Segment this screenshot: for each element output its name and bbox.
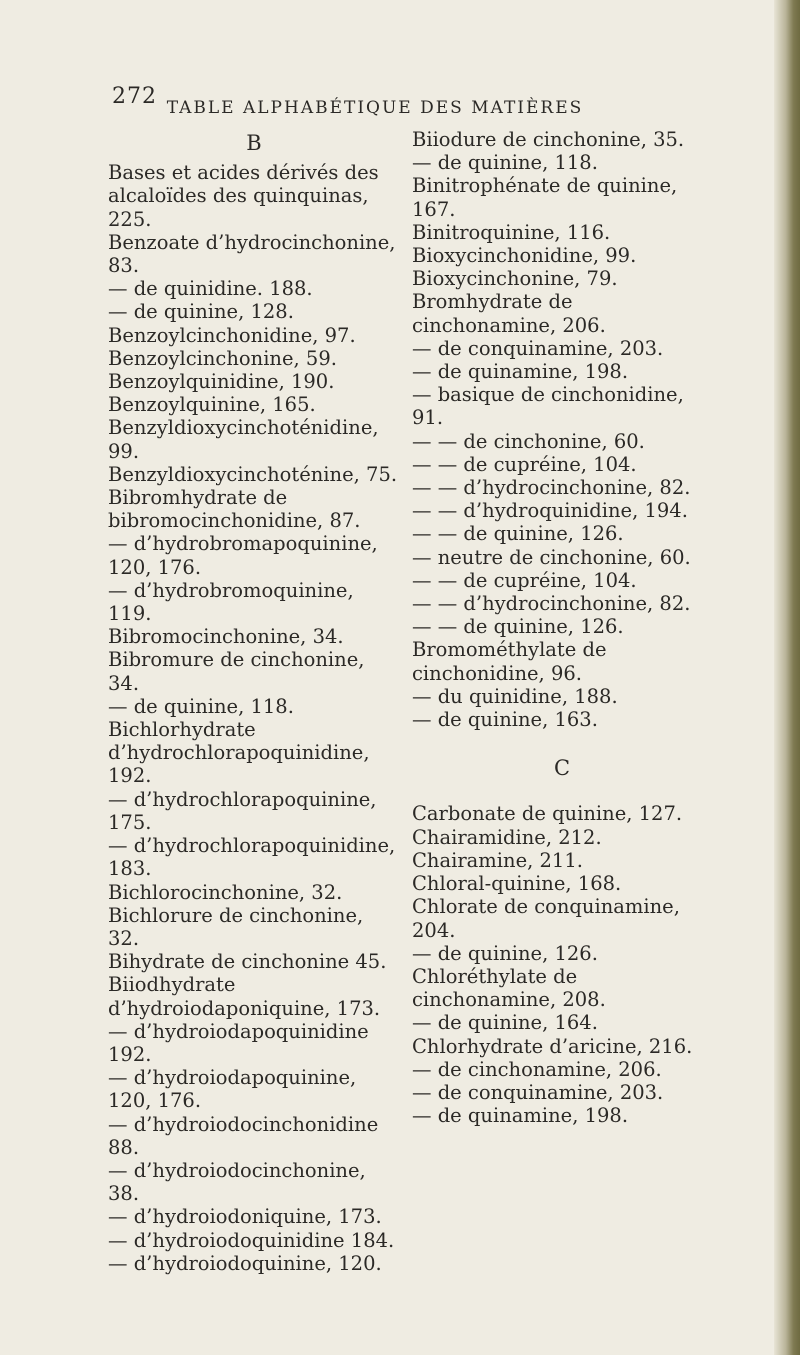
index-entry: Bases et acides dérivés des alcaloïdes des quinquinas, 225. [108, 161, 379, 231]
index-entry: — d’hydroiodocinchonidine 88. [108, 1112, 379, 1159]
index-entry: — — d’hydrocinchonine, 82. [412, 476, 691, 500]
index-entry: Biiodhydrate d’hydroiodaponiquine, 173. [108, 973, 381, 1020]
section-letter-c: C [553, 756, 571, 781]
index-column-right [412, 128, 712, 1127]
index-entry: — de conquinamine, 203. [412, 1080, 664, 1104]
index-entry: Bibromocinchonine, 34. [108, 625, 344, 649]
index-entry: Benzoylquinine, 165. [108, 393, 316, 417]
index-entry: Benzoate d’hydrocinchonine, 83. [108, 230, 396, 278]
index-entry: — d’hydrobromapoquinine, 120, 176. [108, 532, 378, 579]
running-head: TABLE ALPHABÉTIQUE DES MATIÈRES [166, 98, 584, 118]
index-entry: — de quinamine, 198. [412, 1104, 629, 1128]
index-entry: — de quinine, 126. [412, 941, 598, 965]
index-entry: — — d’hydrocinchonine, 82. [412, 592, 691, 616]
index-entry: — basique de cinchonidine, 91. [412, 383, 684, 430]
page-edge-shadow [774, 0, 800, 1355]
index-entry: Bioxycinchonidine, 99. [412, 244, 637, 268]
index-entry: — d’hydroiodoquinine, 120. [108, 1251, 382, 1275]
index-entry: Biiodure de cinchonine, 35. [412, 128, 685, 151]
index-entry: — de quinamine, 198. [412, 360, 629, 384]
index-entry: Chairamidine, 212. [412, 825, 602, 849]
index-entry: — — de quinine, 126. [412, 522, 624, 546]
index-entry: — d’hydroiodocinchonine, 38. [108, 1158, 366, 1206]
index-entry: Bihydrate de cinchonine 45. [108, 950, 387, 974]
index-entry: Benzyldioxycinchoténidine, 99. [108, 416, 379, 463]
index-entry: Binitrophénate de quinine, 167. [412, 174, 678, 221]
index-entry: Bichlorure de cinchonine, 32. [108, 903, 364, 950]
index-entry: Chairamine, 211. [412, 848, 583, 872]
index-entry: — de quinine, 128. [108, 300, 294, 324]
page-number: 272 [112, 84, 157, 109]
index-entry: — — de quinine, 126. [412, 615, 624, 639]
entry-list-b-right [412, 128, 712, 731]
index-entry: Benzyldioxycinchoténine, 75. [108, 462, 398, 486]
index-entry: Binitroquinine, 116. [412, 220, 611, 244]
index-entry: — de cinchonamine, 206. [412, 1057, 662, 1081]
index-entry: Bibromhydrate de bibromocinchonidine, 87. [108, 486, 361, 533]
section-letter-b: B [246, 131, 262, 155]
index-entry: Chlorhydrate d’aricine, 216. [412, 1034, 693, 1058]
index-column-left [108, 128, 400, 1275]
index-entry: — de quinine, 163. [412, 708, 598, 732]
index-entry: — de quinidine. 188. [108, 277, 313, 301]
index-entry: Benzoylquinidine, 190. [108, 370, 335, 394]
index-entry: Chloral-quinine, 168. [412, 872, 622, 896]
index-entry: — d’hydrochlorapoquinidine, 183. [108, 834, 396, 881]
index-entry: Bibromure de cinchonine, 34. [108, 648, 365, 695]
index-entry: — de quinine, 118. [412, 151, 598, 175]
index-entry: Bromhydrate de cinchonamine, 206. [412, 290, 606, 337]
entry-list-c [412, 802, 712, 1127]
entry-list-b-left [108, 161, 400, 1275]
index-entry: — de quinine, 164. [412, 1011, 598, 1035]
index-entry: Bromométhylate de cinchonidine, 96. [412, 638, 607, 685]
index-entry: — d’hydroiodapoquinidine 192. [108, 1019, 369, 1066]
index-entry: Chlorate de conquinamine, 204. [412, 895, 680, 942]
index-entry: — de conquinamine, 203. [412, 336, 664, 360]
index-entry: Benzoylcinchonidine, 97. [108, 323, 356, 347]
index-entry: Chloréthylate de cinchonamine, 208. [412, 964, 606, 1012]
index-entry: Bichlorhydrate d’hydrochlorapoquinidine, 192. [108, 718, 370, 788]
index-entry: — — de cupréine, 104. [412, 568, 637, 592]
index-entry: Bichlorocinchonine, 32. [108, 880, 343, 904]
index-entry: — de quinine, 118. [108, 694, 294, 718]
index-entry: — neutre de cinchonine, 60. [412, 545, 691, 569]
index-entry: — du quinidine, 188. [412, 684, 618, 708]
index-entry: Benzoylcinchonine, 59. [108, 346, 337, 370]
index-entry: — d’hydroiodapoquinine, 120, 176. [108, 1066, 357, 1113]
index-entry: — d’hydroiodoquinidine 184. [108, 1228, 395, 1252]
index-entry: — d’hydroiodoniquine, 173. [108, 1205, 382, 1229]
index-entry: Carbonate de quinine, 127. [412, 802, 683, 826]
index-entry: — d’hydrochlorapoquinine, 175. [108, 787, 377, 834]
index-entry: Bioxycinchonine, 79. [412, 267, 618, 291]
index-entry: — — de cinchonine, 60. [412, 429, 645, 453]
index-entry: — — d’hydroquinidine, 194. [412, 499, 688, 523]
index-entry: — d’hydrobromoquinine, 119. [108, 578, 354, 626]
index-entry: — — de cupréine, 104. [412, 452, 637, 476]
